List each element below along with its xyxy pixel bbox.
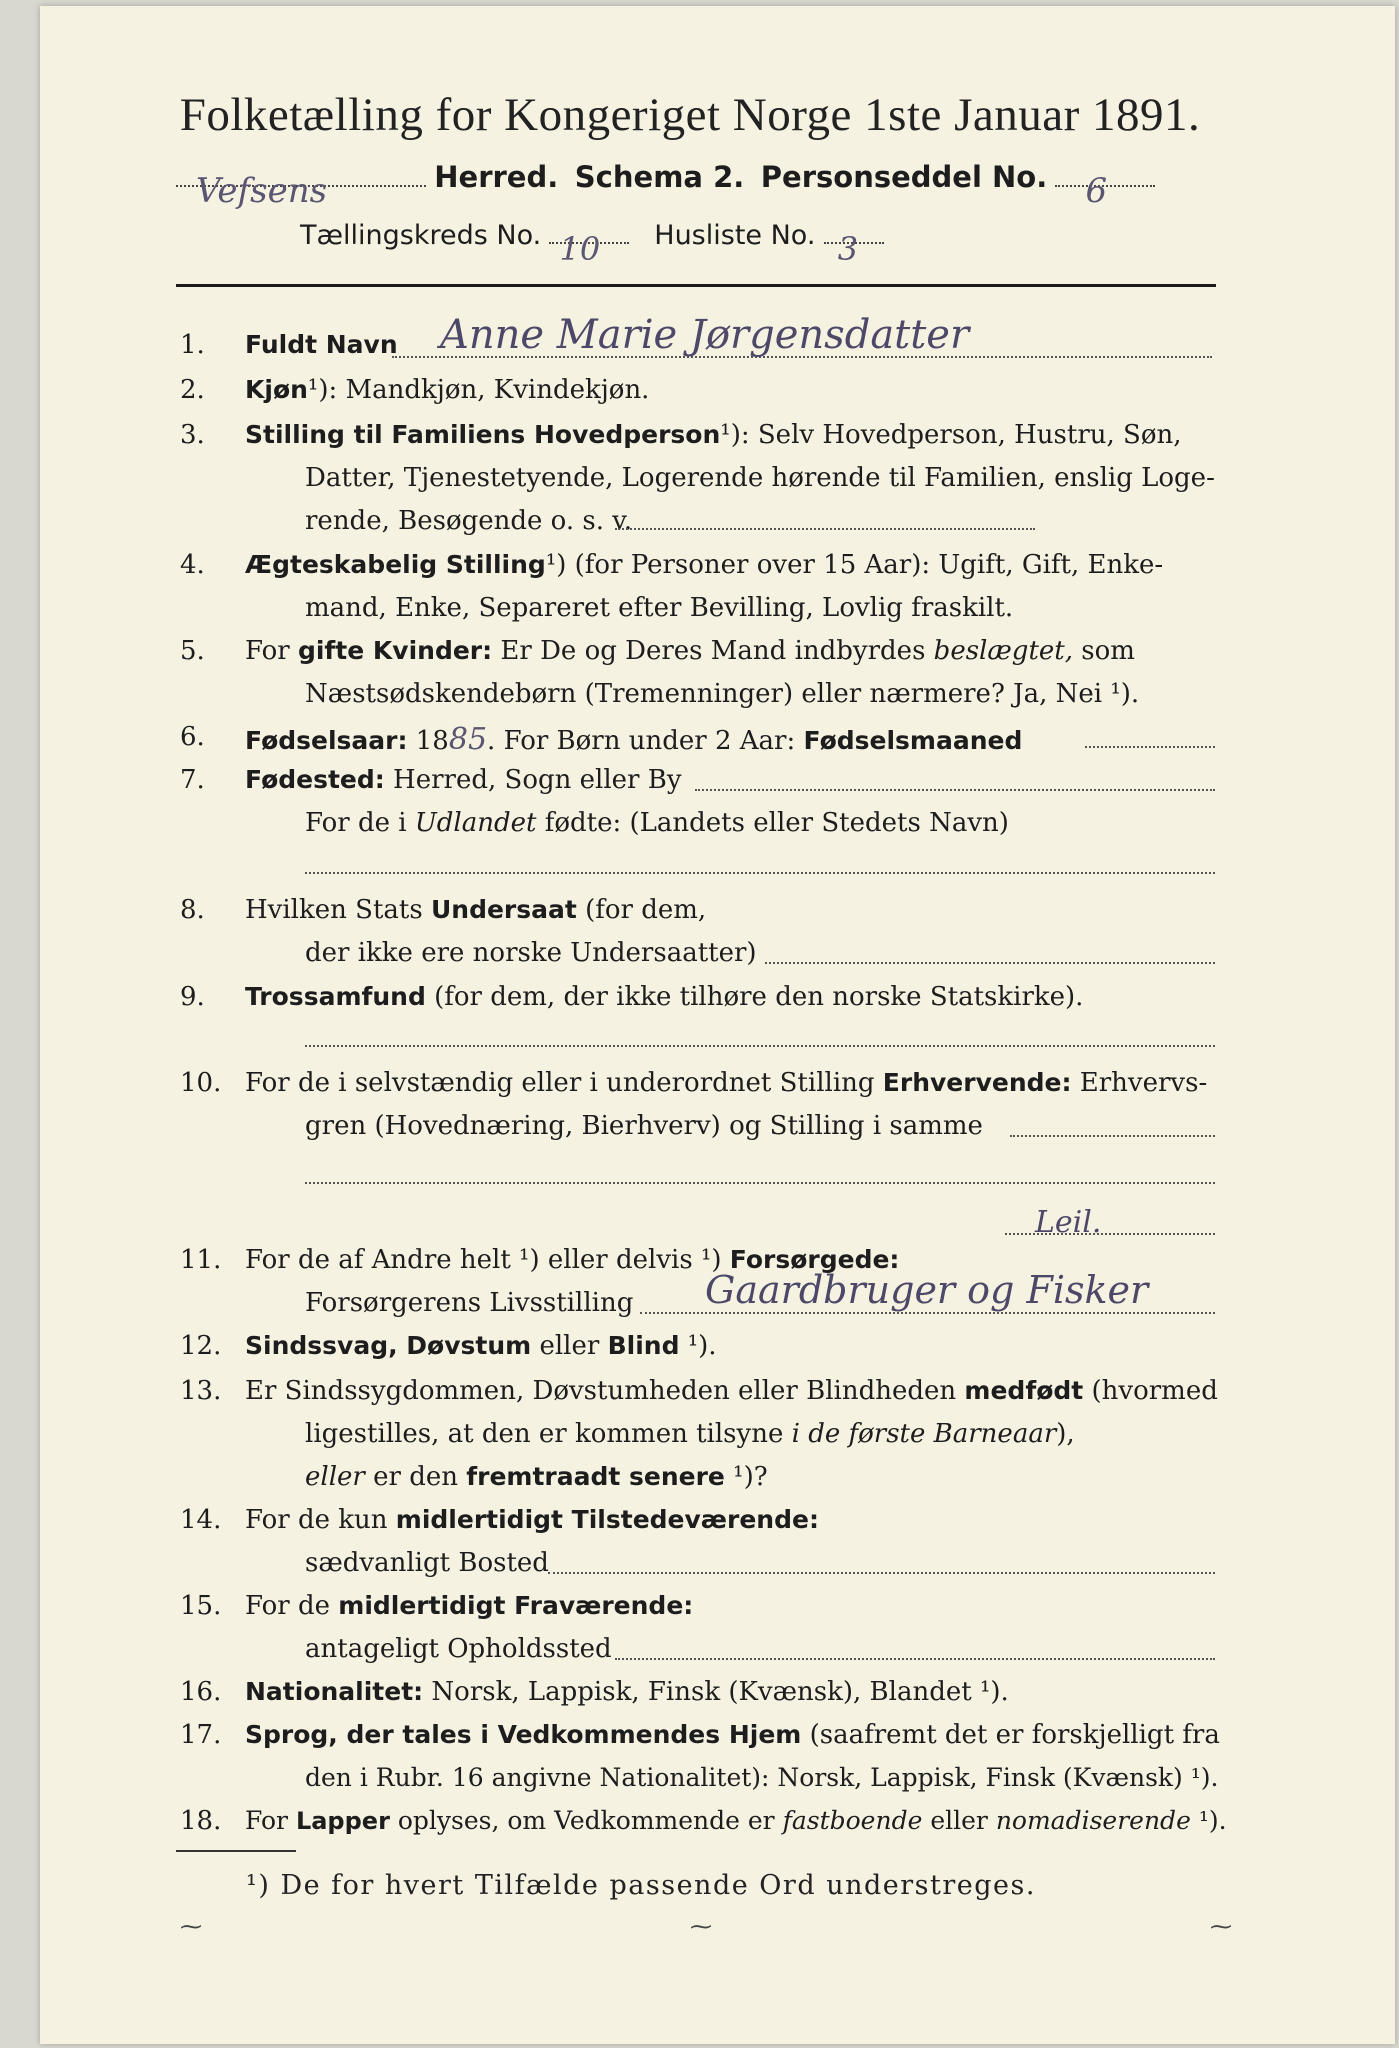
item-4-label: Ægteskabelig Stilling — [245, 550, 546, 579]
schema-label: Schema 2. — [574, 160, 745, 194]
item-18-line — [245, 1806, 1227, 1835]
item-5-number: 5. — [180, 636, 205, 666]
item-5-line-1 — [245, 636, 1135, 666]
item-13-italic-3: eller — [305, 1462, 365, 1492]
item-3-field — [615, 528, 1035, 530]
item-11-label: Forsørgede: — [729, 1245, 900, 1274]
item-14-label: midlertidigt Tilstedeværende: — [395, 1505, 819, 1534]
item-1-value: Anne Marie Jørgensdatter — [440, 312, 970, 358]
item-8-text-1: Hvilken Stats — [245, 895, 431, 925]
item-13-text-3: er den — [364, 1462, 467, 1492]
item-3-text-1: ¹): Selv Hovedperson, Hustru, Søn, — [720, 420, 1182, 450]
item-13-line-2 — [305, 1419, 1075, 1449]
item-7-italic: Udlandet — [414, 808, 537, 838]
item-11-note: Leil. — [1035, 1205, 1102, 1240]
item-3-line-1 — [245, 420, 1182, 450]
item-14-line-1 — [245, 1505, 819, 1535]
item-9-field — [305, 1045, 1215, 1047]
item-16-label: Nationalitet: — [245, 1677, 424, 1706]
item-10-text-1: For de i selvstændig eller i underordnet Stilling — [245, 1068, 883, 1098]
item-13-line-1 — [245, 1376, 1218, 1406]
item-12-number: 12. — [180, 1331, 222, 1361]
kreds-field — [549, 230, 629, 268]
item-6-field — [1085, 746, 1215, 748]
item-12-text: eller — [531, 1331, 608, 1361]
item-7-label: Fødested: — [245, 765, 385, 794]
item-2-options: ¹): Mandkjøn, Kvindekjøn. — [307, 375, 650, 405]
item-18-text-1b: oplyses, om Vedkommende er — [389, 1806, 783, 1835]
item-17-label: Sprog, der tales i Vedkommendes Hjem — [245, 1720, 802, 1749]
item-4-text-1: ¹) (for Personer over 15 Aar): Ugift, Gift, Enke- — [545, 550, 1164, 580]
item-15-label: midlertidigt Fraværende: — [338, 1591, 694, 1620]
item-18-italic-2: nomadiserende — [995, 1806, 1191, 1835]
item-14-line-2: sædvanligt Bosted — [305, 1548, 549, 1578]
item-8-label: Undersaat — [430, 895, 577, 924]
personseddel-value: 6 — [1085, 171, 1108, 211]
item-8-field — [765, 962, 1215, 964]
item-7-line-1 — [245, 765, 682, 795]
item-13-line-3 — [305, 1462, 768, 1492]
item-4-number: 4. — [180, 550, 205, 580]
husliste-label: Husliste No. — [654, 220, 816, 251]
item-9-text: (for dem, der ikke tilhøre den norske Statskirke). — [425, 982, 1084, 1012]
margin-mark-left: ⁓ — [180, 1915, 202, 1940]
kreds-line — [300, 220, 884, 268]
item-13-text-2b: ), — [1056, 1419, 1075, 1449]
item-12-label-2: Blind — [607, 1331, 680, 1360]
item-7-text-1: Herred, Sogn eller By — [384, 765, 682, 795]
item-8-number: 8. — [180, 895, 205, 925]
kreds-value: 10 — [559, 230, 601, 268]
item-12-label: Sindssvag, Døvstum — [245, 1331, 532, 1360]
item-2-label: Kjøn — [245, 375, 308, 404]
item-18-italic: fastboende — [782, 1806, 923, 1835]
item-7-line-2 — [305, 808, 1009, 838]
item-9-number: 9. — [180, 982, 205, 1012]
item-11-text-1: For de af Andre helt ¹) eller delvis ¹) — [245, 1245, 730, 1275]
item-11-number: 11. — [180, 1245, 222, 1275]
margin-mark-right: ⁓ — [1210, 1915, 1232, 1940]
item-6-value: 85 — [448, 722, 488, 757]
item-9-line — [245, 982, 1083, 1012]
item-9-label: Trossamfund — [245, 982, 426, 1011]
item-11-value: Gaardbruger og Fisker — [705, 1268, 1149, 1312]
item-5-text-1b: som — [1073, 636, 1135, 666]
item-6-label: Fødselsaar: — [245, 726, 408, 755]
husliste-field — [824, 230, 884, 268]
item-12-line — [245, 1331, 717, 1361]
item-15-text-1: For de — [245, 1591, 339, 1621]
item-14-text-1: For de kun — [245, 1505, 396, 1535]
item-13-text-2: ligestilles, at den er kommen tilsyne — [305, 1419, 792, 1449]
item-14-field — [548, 1572, 1215, 1574]
herred-label: Herred. — [434, 160, 559, 194]
item-10-number: 10. — [180, 1068, 222, 1098]
item-18-number: 18. — [180, 1806, 222, 1836]
item-2-number: 2. — [180, 375, 205, 405]
item-6-number: 6. — [180, 722, 205, 752]
item-10-text-1b: Erhvervs- — [1071, 1068, 1208, 1098]
item-4-line-2: mand, Enke, Separeret efter Bevilling, Lovlig fraskilt. — [305, 593, 1014, 623]
footnote: ¹) De for hvert Tilfælde passende Ord understreges. — [246, 1870, 1036, 1901]
item-17-line-2: den i Rubr. 16 angivne Nationalitet): Norsk, Lappisk, Finsk (Kvænsk) ¹). — [305, 1763, 1219, 1792]
item-16-line — [245, 1677, 1009, 1707]
item-17-text-1: (saafremt det er forskjelligt fra — [801, 1720, 1220, 1750]
husliste-value: 3 — [837, 230, 859, 268]
item-6-label-2: Fødselsmaaned — [803, 726, 1023, 755]
item-7-field-2 — [305, 872, 1215, 874]
item-6-text: . For Børn under 2 Aar: — [487, 726, 804, 756]
herred-line — [176, 160, 1155, 211]
item-13-italic-2: i de første Barneaar — [791, 1419, 1057, 1449]
item-17-number: 17. — [180, 1720, 222, 1750]
kreds-label: Tællingskreds No. — [300, 220, 542, 251]
item-15-number: 15. — [180, 1591, 222, 1621]
item-5-line-2: Næstsødskendebørn (Tremenninger) eller nærmere? Ja, Nei ¹). — [305, 679, 1140, 709]
item-11-field — [640, 1312, 1215, 1314]
item-7-field — [695, 789, 1215, 791]
item-12-text-2: ¹). — [679, 1331, 717, 1361]
item-10-field — [1010, 1135, 1215, 1137]
item-14-number: 14. — [180, 1505, 222, 1535]
item-11-field-1 — [1005, 1233, 1215, 1235]
herred-field — [176, 171, 426, 211]
item-10-line-2: gren (Hovednæring, Bierhverv) og Stilling i samme — [305, 1111, 983, 1141]
item-5-text-1: Er De og Deres Mand indbyrdes — [492, 636, 934, 666]
item-8-line-2: der ikke ere norske Undersaatter) — [305, 938, 757, 968]
item-6-prefix: 18 — [415, 726, 449, 756]
item-3-line-3: rende, Besøgende o. s. v. — [305, 506, 633, 536]
item-1-label: Fuldt Navn — [245, 330, 398, 359]
margin-mark-center: ⁓ — [690, 1915, 712, 1940]
item-15-field — [615, 1658, 1215, 1660]
item-2-text — [245, 375, 649, 405]
item-3-label: Stilling til Familiens Hovedperson — [245, 420, 721, 449]
item-16-number: 16. — [180, 1677, 222, 1707]
item-13-label-3: fremtraadt senere — [466, 1462, 725, 1491]
item-16-text: Norsk, Lappisk, Finsk (Kvænsk), Blandet ¹). — [423, 1677, 1009, 1707]
item-5-pre: For — [245, 636, 298, 666]
item-18-text-1: For — [245, 1806, 296, 1835]
item-5-label: gifte Kvinder: — [297, 636, 493, 665]
item-18-text-1d: ¹). — [1190, 1806, 1227, 1835]
item-10-line-1 — [245, 1068, 1207, 1098]
item-3-line-2: Datter, Tjenestetyende, Logerende hørende til Familien, enslig Loge- — [305, 463, 1215, 493]
item-6-line — [245, 722, 1022, 757]
item-3-number: 3. — [180, 420, 205, 450]
item-1-number: 1. — [180, 330, 205, 360]
herred-value: Vefsens — [196, 171, 328, 211]
form-title: Folketælling for Kongeriget Norge 1ste Januar 1891. — [179, 89, 1201, 141]
header-rule — [176, 284, 1216, 287]
item-8-line-1 — [245, 895, 706, 925]
item-10-field-2 — [305, 1182, 1215, 1184]
item-13-text-1b: (hvormed — [1083, 1376, 1218, 1406]
item-7-number: 7. — [180, 765, 205, 795]
item-11-line-2: Forsørgerens Livsstilling — [305, 1288, 634, 1318]
personseddel-field — [1055, 171, 1155, 211]
item-4-line-1 — [245, 550, 1163, 580]
item-18-label: Lapper — [295, 1807, 390, 1835]
item-15-line-2: antageligt Opholdssted — [305, 1634, 612, 1664]
item-7-text-2: For de i — [305, 808, 415, 838]
item-13-text-1: Er Sindssygdommen, Døvstumheden eller Blindheden — [245, 1376, 965, 1406]
personseddel-label: Personseddel No. — [760, 160, 1048, 194]
item-13-number: 13. — [180, 1376, 222, 1406]
item-8-text-1b: (for dem, — [576, 895, 707, 925]
item-5-italic: beslægtet, — [933, 636, 1073, 666]
item-18-text-1c: eller — [922, 1806, 996, 1835]
footnote-rule — [176, 1850, 296, 1852]
item-17-line-1 — [245, 1720, 1220, 1750]
item-7-text-2b: fødte: (Landets eller Stedets Navn) — [536, 808, 1009, 838]
item-13-label: medfødt — [964, 1376, 1084, 1405]
item-15-line-1 — [245, 1591, 693, 1621]
item-13-text-3b: ¹)? — [724, 1462, 768, 1492]
item-10-label: Erhvervende: — [882, 1068, 1072, 1097]
